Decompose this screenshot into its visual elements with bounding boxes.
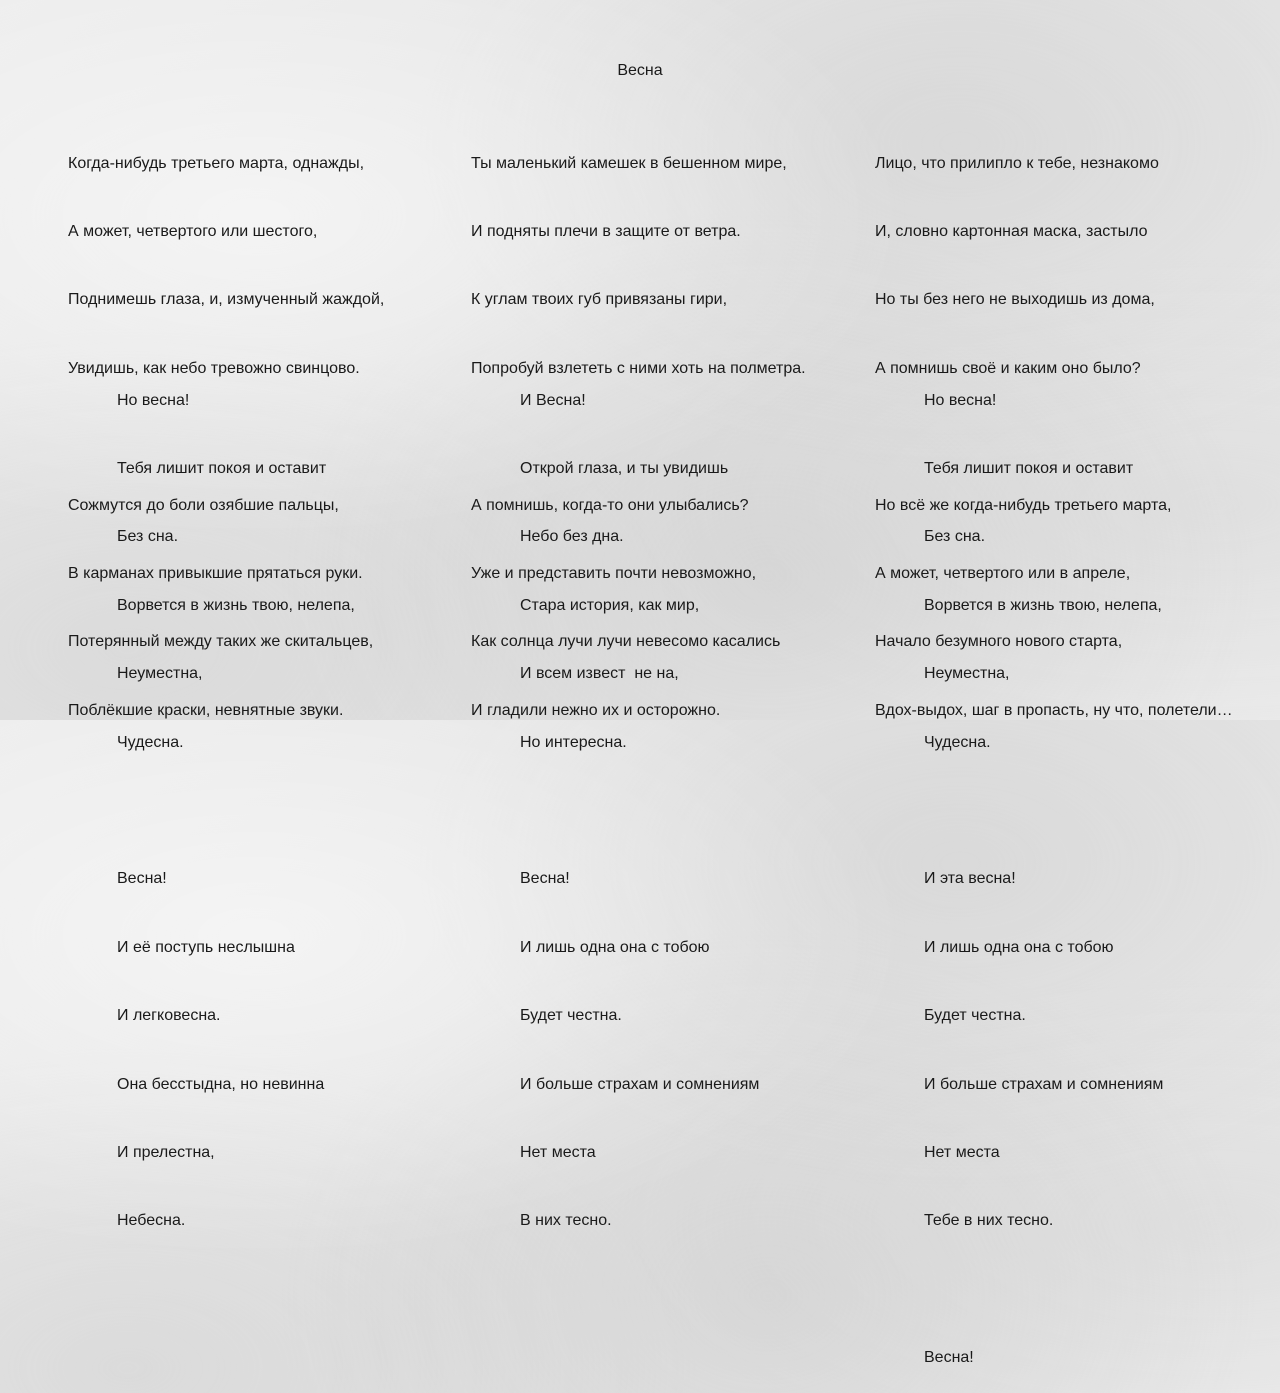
poem-line: Без сна. <box>924 528 986 546</box>
poem-line: Чудесна. <box>924 733 991 751</box>
poem-line: К углам твоих губ привязаны гири, <box>471 291 728 309</box>
poem-line: Весна! <box>924 1349 974 1367</box>
poem-line: И её поступь неслышна <box>117 938 295 956</box>
poem-line: Ворвется в жизнь твою, нелепа, <box>924 596 1162 614</box>
poem-line: Неуместна, <box>117 665 203 683</box>
poem-line: Неуместна, <box>924 665 1010 683</box>
poem-line: И Весна! <box>520 391 586 409</box>
poem-line: И прелестна, <box>117 1143 215 1161</box>
poem-line: Будет честна. <box>520 1007 622 1025</box>
poem-line: Ты маленький камешек в бешенном мире, <box>471 154 787 172</box>
poem-line: Сожмутся до боли озябшие пальцы, <box>68 496 339 514</box>
poem-line: А может, четвертого или в апреле, <box>875 564 1131 582</box>
column-3-chorus <box>924 344 1163 1393</box>
poem-title: Весна <box>617 62 663 79</box>
poem-line: Поблёкшие краски, невнятные звуки. <box>68 701 344 719</box>
poem-line: Тебя лишит покоя и оставит <box>117 459 327 477</box>
poem-line: Тебе в них тесно. <box>924 1212 1054 1230</box>
poem-line: И легковесна. <box>117 1007 221 1025</box>
poem-line: И лишь одна она с тобою <box>924 938 1114 956</box>
poem-line: Будет честна. <box>924 1007 1026 1025</box>
poem-line: Но интересна. <box>520 733 627 751</box>
column-1-chorus <box>117 344 355 1256</box>
poem-line: В карманах привыкшие прятаться руки. <box>68 564 363 582</box>
poem-line: Тебя лишит покоя и оставит <box>924 459 1134 477</box>
column-2-chorus <box>520 344 759 1256</box>
poem-line: А помнишь своё и каким оно было? <box>875 359 1141 377</box>
poem-line: А может, четвертого или шестого, <box>68 222 318 240</box>
poem-line: Открой глаза, и ты увидишь <box>520 459 729 477</box>
poem-line: Нет места <box>520 1143 596 1161</box>
poem-line: Но весна! <box>117 391 190 409</box>
poem-line: Как солнца лучи лучи невесомо касались <box>471 633 781 651</box>
poem-line: Вдох-выдох, шаг в пропасть, ну что, полетели… <box>875 701 1233 719</box>
poem-line: Лицо, что прилипло к тебе, незнакомо <box>875 154 1159 172</box>
poem-line: Но ты без него не выходишь из дома, <box>875 291 1155 309</box>
poem-line: Чудесна. <box>117 733 184 751</box>
poem-line: И эта весна! <box>924 870 1016 888</box>
poem-line: Ворвется в жизнь твою, нелепа, <box>117 596 355 614</box>
poem-line: Попробуй взлететь с ними хоть на полметра. <box>471 359 806 377</box>
stanza-gap <box>117 800 355 823</box>
poem-line: Потерянный между таких же скитальцев, <box>68 633 374 651</box>
poem-line: И гладили нежно их и осторожно. <box>471 701 721 719</box>
poem-line: Стара история, как мир, <box>520 596 700 614</box>
poem-line: Увидишь, как небо тревожно свинцово. <box>68 359 360 377</box>
stanza-gap <box>924 1279 1163 1302</box>
stanza-gap <box>520 800 759 823</box>
poem-line: И больше страхам и сомнениям <box>924 1075 1164 1093</box>
stanza-gap <box>924 800 1163 823</box>
poem-line: И, словно картонная маска, застыло <box>875 222 1148 240</box>
poem-line: Нет места <box>924 1143 1000 1161</box>
poem-line: Без сна. <box>117 528 179 546</box>
poem-line: Но весна! <box>924 391 997 409</box>
poem-line: Когда-нибудь третьего марта, однажды, <box>68 154 365 172</box>
poem-line: Весна! <box>520 870 570 888</box>
poem-line: Весна! <box>117 870 167 888</box>
poem-line: Уже и представить почти невозможно, <box>471 564 757 582</box>
poem-line: И больше страхам и сомнениям <box>520 1075 760 1093</box>
poem-line: Но всё же когда-нибудь третьего марта, <box>875 496 1172 514</box>
poem-line: Небо без дна. <box>520 528 624 546</box>
poem-line: Она бесстыдна, но невинна <box>117 1075 325 1093</box>
poem-line: Небесна. <box>117 1212 186 1230</box>
poem-line: В них тесно. <box>520 1212 612 1230</box>
poem-line: Поднимешь глаза, и, измученный жаждой, <box>68 291 385 309</box>
poem-line: И подняты плечи в защите от ветра. <box>471 222 741 240</box>
poem-line: И всем извест не на, <box>520 665 679 683</box>
poem-line: И лишь одна она с тобою <box>520 938 710 956</box>
poem-line: Начало безумного нового старта, <box>875 633 1123 651</box>
poem-line: А помнишь, когда-то они улыбались? <box>471 496 749 514</box>
